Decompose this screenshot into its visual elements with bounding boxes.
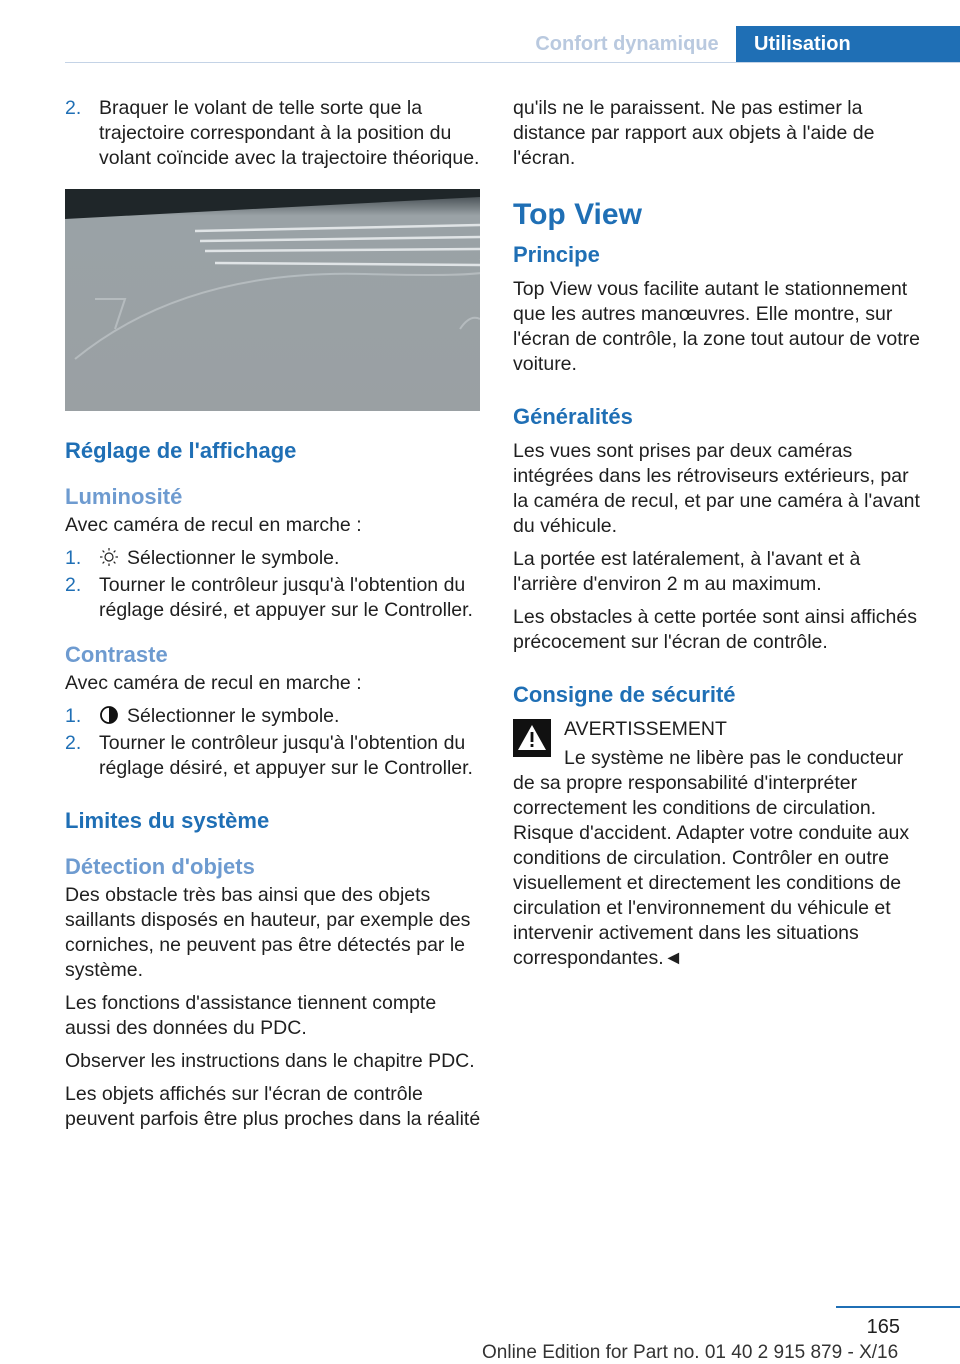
contrast-heading: Contraste (65, 642, 168, 667)
step-number: 2. (65, 732, 82, 754)
step-number: 2. (65, 574, 82, 596)
header-rule (65, 62, 960, 63)
warning-box (513, 717, 929, 742)
object-detection-heading: Détection d'objets (65, 854, 255, 879)
list-item (65, 96, 481, 171)
list-item (65, 573, 481, 623)
brightness-intro: Avec caméra de recul en marche : (65, 514, 362, 536)
left-column (65, 96, 481, 1140)
step-number: 1. (65, 547, 82, 569)
paragraph: Des obstacle très bas ainsi que des objets saillants disposés en hauteur, par exemple des corniches, ne peuvent pas être détectés par le système. (65, 884, 471, 981)
top-view-heading: Top View (513, 198, 642, 231)
step-number: 1. (65, 705, 82, 727)
paragraph: Top View vous facilite autant le stationnement que les autres manœuvres. Elle montre, sur l'écran de contrôle, la zone tout autour de votre voiture. (513, 278, 920, 375)
contrast-intro: Avec caméra de recul en marche : (65, 672, 362, 694)
edition-text: Online Edition for Part no. 01 40 2 915 879 - X/16 (482, 1342, 899, 1363)
paragraph: La portée est latéralement, à l'avant et à l'arrière d'environ 2 m au maximum. (513, 548, 861, 595)
display-settings-heading: Réglage de l'affichage (65, 438, 297, 463)
system-limits-heading: Limites du système (65, 808, 270, 833)
rear-camera-image (65, 189, 480, 411)
general-heading: Généralités (513, 404, 633, 429)
paragraph: Les objets affichés sur l'écran de contrôle peuvent parfois être plus proches dans la réalité (65, 1083, 481, 1130)
header-section-title: Confort dynamique (535, 33, 719, 55)
paragraph: Les obstacles à cette portée sont ainsi affichés précocement sur l'écran de contrôle. (513, 606, 917, 653)
paragraph: Les vues sont prises par deux caméras intégrées dans les rétroviseurs extérieurs, par la caméra de recul, et par une caméra à l'avant du véhicule. (513, 440, 920, 537)
warning-text: Le système ne libère pas le conducteur de sa propre responsabilité d'interpréter correctement les conditions de circulation. Risque d'accident. Adapter votre conduite aux conditions de circulation. Contrôler en outre visuellement et directement les conditions de circulation et l'environnement du véhicule et intervenir activement dans les situations correspondantes.◄ (513, 747, 910, 969)
list-item (65, 731, 481, 781)
header-chapter-tab: Utilisation (736, 26, 960, 62)
warning-icon (513, 719, 551, 757)
steering-steps (65, 96, 481, 171)
contrast-steps (65, 704, 481, 781)
principle-heading: Principe (513, 242, 600, 267)
step-text: Braquer le volant de telle sorte que la trajectoire correspondant à la position du volant coïncide avec la trajectoire théorique. (99, 97, 480, 169)
brightness-steps (65, 546, 481, 623)
step-text: Tourner le contrôleur jusqu'à l'obtention du réglage désiré, et appuyer sur le Controller. (99, 574, 473, 621)
list-item (65, 704, 481, 729)
paragraph: Observer les instructions dans le chapitre PDC. (65, 1050, 475, 1072)
step-text: Sélectionner le symbole. (127, 547, 340, 569)
page-number: 165 (866, 1316, 900, 1338)
right-column (513, 96, 929, 979)
step-text: Tourner le contrôleur jusqu'à l'obtention du réglage désiré, et appuyer sur le Controller. (99, 732, 473, 779)
step-number: 2. (65, 97, 82, 119)
brightness-heading: Luminosité (65, 484, 183, 509)
warning-title: AVERTISSEMENT (564, 718, 727, 740)
paragraph: Les fonctions d'assistance tiennent compte aussi des données du PDC. (65, 992, 437, 1039)
contrast-icon (99, 705, 119, 725)
footer-rule (836, 1306, 960, 1308)
paragraph: qu'ils ne le paraissent. Ne pas estimer la distance par rapport aux objets à l'aide de l'écran. (513, 97, 875, 169)
safety-heading: Consigne de sécurité (513, 682, 736, 707)
list-item (65, 546, 481, 571)
sun-icon (99, 547, 119, 567)
step-text: Sélectionner le symbole. (127, 705, 340, 727)
